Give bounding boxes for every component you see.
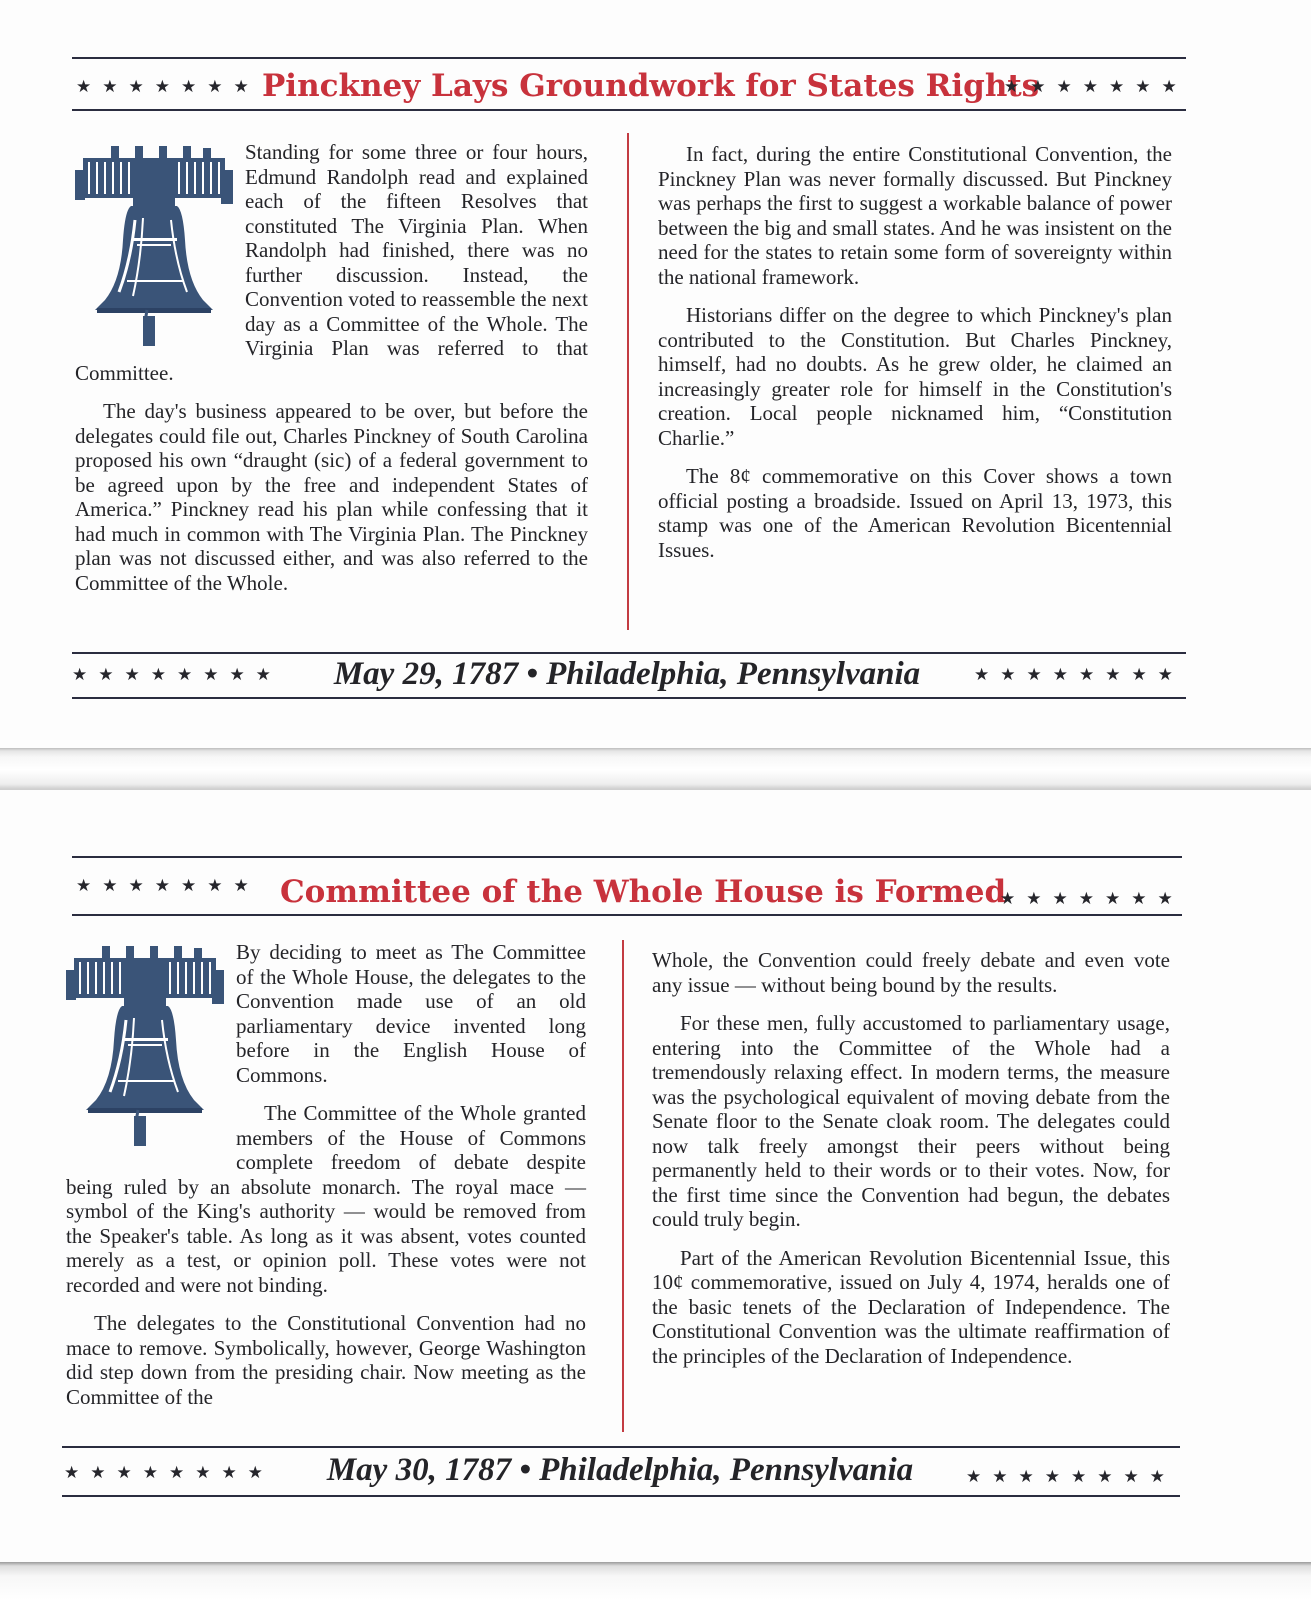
dateline-rule-bottom [62,1495,1180,1497]
paragraph: In fact, during the entire Constitutional Convention, the Pinckney Plan was never formally discussed. But Pinckney was perhaps the first to suggest a workable balance of power between the big and small states. And he was insistent on the need for the states to retain some form of sovereignty within the national framework. [658,142,1172,289]
page-bottom-edge [0,1562,1311,1600]
left-column [66,940,586,1423]
card-separator [0,748,1311,790]
paragraph: Whole, the Convention could freely debate and even vote any issue — without being bound by the results. [652,948,1170,997]
dateline: May 30, 1787 • Philadelphia, Pennsylvania [326,1452,914,1488]
card-title: Committee of the Whole House is Formed [280,874,1007,910]
card-title: Pinckney Lays Groundwork for States Rights [262,68,1040,104]
dateline: May 29, 1787 • Philadelphia, Pennsylvania [333,656,921,692]
liberty-bell-icon [75,140,233,348]
dateline-rule-top [62,1446,1180,1448]
column-divider [622,940,624,1432]
title-stars-left: ★★★★★★★ [76,876,260,896]
paragraph: The 8¢ commemorative on this Cover shows a town official posting a broadside. Issued on April 13, 1973, this stamp was one of the American Revolution Bicentennial Issues. [658,464,1172,562]
paragraph: The day's business appeared to be over, but before the delegates could file out, Charles Pinckney of South Carolina proposed his own “draught (sic) of a federal government to be agreed upon by the free and independent States of America.” Pinckney read his plan while confessing that it had much in common with The Virginia Plan. The Pinckney plan was not discussed either, and was also referred to the Committee of the Whole. [75,399,588,595]
title-stars-right: ★★★★★★★ [1004,77,1188,97]
dateline-stars-left: ★★★★★★★★ [64,1463,274,1483]
dateline-stars-right: ★★★★★★★★ [966,1467,1176,1487]
title-rule [72,914,1182,916]
dateline-rule-bottom [72,697,1186,699]
right-column [652,948,1170,1382]
paragraph: Historians differ on the degree to which Pinckney's plan contributed to the Constitution. But Charles Pinckney, himself, had no doubts. As he grew older, he claimed an increasingly greater role for himself in the Constitution's creation. Local people nicknamed him, “Constitution Charlie.” [658,303,1172,450]
right-column [658,142,1172,576]
dateline-stars-right: ★★★★★★★★ [974,665,1184,685]
title-stars-right: ★★★★★★★ [1000,889,1184,909]
left-column [75,140,588,609]
paragraph: The delegates to the Constitutional Convention had no mace to remove. Symbolically, however, George Washington did step down from the presiding chair. Now meeting as the Committee of the [66,1311,586,1409]
dateline-stars-left: ★★★★★★★★ [72,665,282,685]
cover-card-may-29 [0,0,1311,748]
column-divider [627,133,629,630]
paragraph: For these men, fully accustomed to parliamentary usage, entering into the Committee of the Whole had a tremendously relaxing effect. In modern terms, the measure was the psychological equivalent of moving debate from the Senate floor to the Senate cloak room. The delegates could now talk freely amongst their peers without being permanently held to their words or to their votes. Now, for the first time since the Convention had begun, the debates could truly begin. [652,1011,1170,1231]
paragraph: The Committee of the Whole granted members of the House of Commons complete freedom of debate despite being ruled by an absolute monarch. The royal mace — symbol of the King's authority — would be removed from the Speaker's table. As long as it was absent, votes counted merely as a test, or opinion poll. These votes were not recorded and were not binding. [66,1101,586,1297]
title-stars-left: ★★★★★★★ [76,77,260,97]
paragraph: By deciding to meet as The Committee of the Whole House, the delegates to the Convention made use of an old parliamentary device invented long before in the English House of Commons. [236,940,586,1087]
cover-card-may-30 [0,790,1311,1562]
title-rule [72,109,1186,111]
liberty-bell-icon [66,940,224,1148]
top-rule [72,57,1186,59]
top-rule [72,856,1182,858]
paragraph: Part of the American Revolution Bicentennial Issue, this 10¢ commemorative, issued on July 4, 1974, heralds one of the basic tenets of the Declaration of Independence. The Constitutional Convention was the ultimate reaffirmation of the principles of the Declaration of Independence. [652,1245,1170,1368]
paragraph: Standing for some three or four hours, Edmund Randolph read and explained each of the fifteen Resolves that constituted The Virginia Plan. When Randolph had finished, there was no further discussion. Instead, the Convention voted to reassemble the next day as a Committee of the Whole. The Virginia Plan was referred to that Committee. [75,140,588,385]
